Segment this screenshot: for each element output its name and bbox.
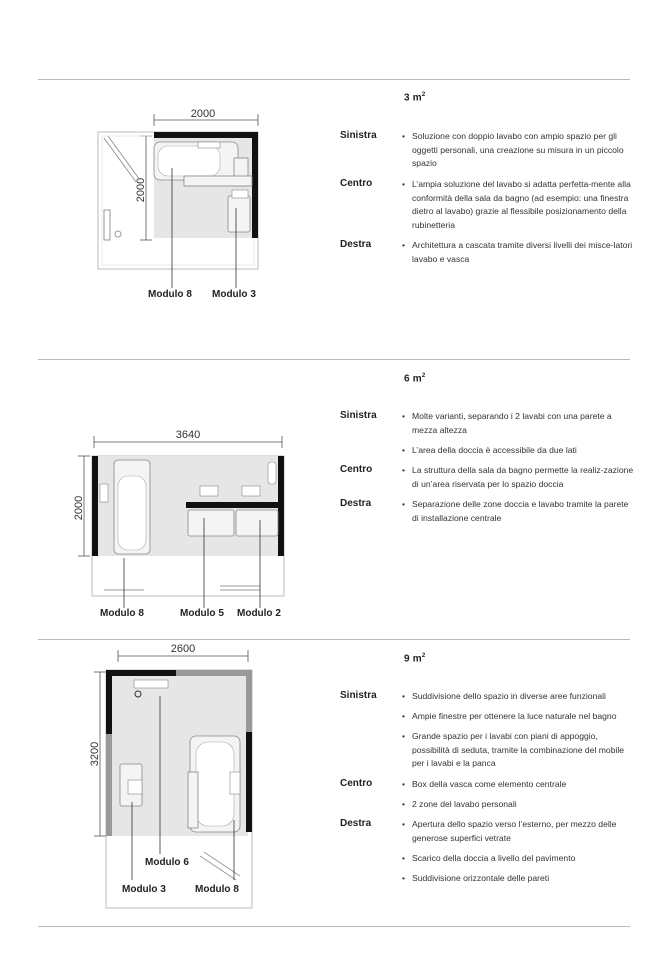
section-size-title: 6 $m^2$ xyxy=(404,373,426,385)
floor-plan-3m2 xyxy=(90,100,280,285)
group-label-centro: Centro xyxy=(340,778,373,789)
module-label: Modulo 8 xyxy=(195,884,239,895)
list-item: • Grande spazio per i lavabi con piani di appoggio, possibilità di seduta, tramite la combinazione del mobile per i lavabi e la panca xyxy=(402,731,625,768)
group-label-centro: Centro xyxy=(340,178,373,189)
list-item: • Ampie finestre per ottenere la luce naturale nel bagno xyxy=(402,711,617,721)
section-size-title: 9 $m^2$ xyxy=(404,653,426,665)
floor-plan-9m2 xyxy=(80,640,270,915)
dimension-width: 2000 xyxy=(190,108,216,120)
group-label-destra: Destra xyxy=(340,239,372,250)
dimension-width: 3640 xyxy=(175,429,201,441)
section-divider xyxy=(38,359,630,360)
group-label-sinistra: Sinistra xyxy=(340,130,377,141)
list-item: • Scarico della doccia a livello del pavimento xyxy=(402,853,576,863)
list-item: • Box della vasca come elemento centrale xyxy=(402,779,567,789)
module-label: Modulo 3 xyxy=(122,884,166,895)
module-label: Modulo 2 xyxy=(237,608,281,619)
list-item: • Suddivisione dello spazio in diverse aree funzionali xyxy=(402,691,606,701)
list-item: • Separazione delle zone doccia e lavabo tramite la parete di installazione centrale xyxy=(402,499,629,523)
list-item: • Molte varianti, separando i 2 lavabi con una parete a mezza altezza xyxy=(402,411,612,435)
dimension-height: 2000 xyxy=(73,495,85,521)
dimension-width: 2600 xyxy=(170,643,196,655)
list-item: • Architettura a cascata tramite diversi livelli dei misce-latori lavabo e vasca xyxy=(402,240,633,264)
group-label-sinistra: Sinistra xyxy=(340,410,377,421)
module-label: Modulo 8 xyxy=(148,289,192,300)
group-label-destra: Destra xyxy=(340,818,372,829)
section-divider xyxy=(38,926,630,927)
module-label: Modulo 8 xyxy=(100,608,144,619)
section-size-title: 3 $m^2$ xyxy=(404,92,426,104)
module-label: Modulo 3 xyxy=(212,289,256,300)
module-label: Modulo 6 xyxy=(145,857,189,868)
dimension-height: 3200 xyxy=(89,741,101,767)
list-item: • Soluzione con doppio lavabo con ampio spazio per gli oggetti personali, una creazione su misura in un piccolo spazio xyxy=(402,131,624,168)
module-label: Modulo 5 xyxy=(180,608,224,619)
list-item: • L’area della doccia è accessibile da due lati xyxy=(402,445,577,455)
floor-plan-6m2 xyxy=(70,426,300,606)
group-label-sinistra: Sinistra xyxy=(340,690,377,701)
dimension-height: 2000 xyxy=(135,177,147,203)
list-item: • Apertura dello spazio verso l’esterno, per mezzo delle generose superfici vetrate xyxy=(402,819,617,843)
group-label-destra: Destra xyxy=(340,498,372,509)
list-item: • L’ampia soluzione del lavabo si adatta perfetta-mente alla conformità della sala da bagno (ad esempio: una finestra dietro al lavabo) grazie al flessibile posizionamento della rubinetteria xyxy=(402,179,631,230)
list-item: • La struttura della sala da bagno permette la realiz-zazione di un’area riservata per lo spazio doccia xyxy=(402,465,634,489)
group-label-centro: Centro xyxy=(340,464,373,475)
list-item: • Suddivisione orizzontale delle pareti xyxy=(402,873,550,883)
section-divider xyxy=(38,79,630,80)
list-item: • 2 zone del lavabo personali xyxy=(402,799,517,809)
